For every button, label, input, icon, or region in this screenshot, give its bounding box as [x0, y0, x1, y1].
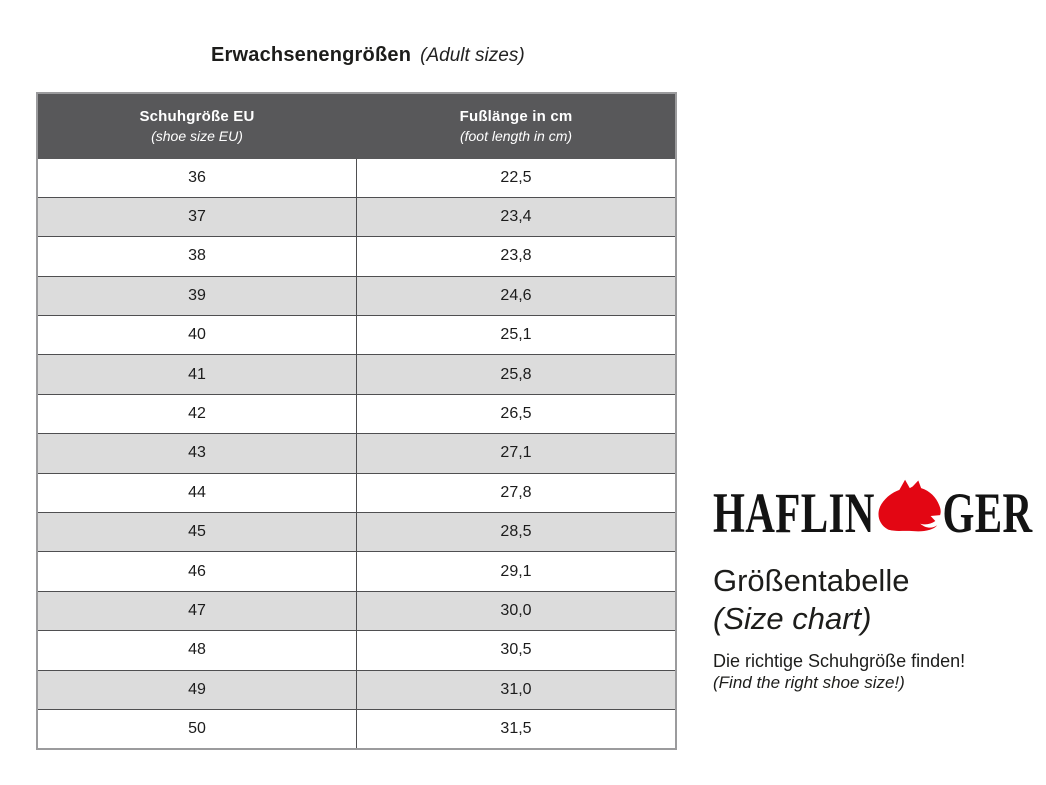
size-cell: 36: [37, 158, 357, 197]
length-cell: 25,8: [357, 355, 677, 394]
size-cell: 46: [37, 552, 357, 591]
length-cell: 31,0: [357, 670, 677, 709]
logo-text-left: HAFLIN: [713, 482, 875, 545]
size-cell: 41: [37, 355, 357, 394]
horse-head-icon: [875, 478, 941, 532]
length-cell: 22,5: [357, 158, 677, 197]
haflinger-logo: [713, 478, 1033, 545]
size-cell: 50: [37, 709, 357, 748]
size-table-container: [36, 92, 677, 750]
table-row: [37, 434, 676, 473]
size-cell: 39: [37, 276, 357, 315]
size-cell: 44: [37, 473, 357, 512]
header-shoe-size-english: (shoe size EU): [151, 127, 243, 144]
table-row: [37, 670, 676, 709]
length-cell: 26,5: [357, 394, 677, 433]
table-row: [37, 552, 676, 591]
brand-heading-english: (Size chart): [713, 601, 872, 636]
size-cell: 43: [37, 434, 357, 473]
length-cell: 31,5: [357, 709, 677, 748]
logo-text-right: GER: [942, 482, 1033, 545]
table-row: [37, 237, 676, 276]
brand-heading-german: Größentabelle: [713, 563, 910, 598]
length-cell: 27,8: [357, 473, 677, 512]
page-title: [211, 43, 525, 68]
table-row: [37, 276, 676, 315]
page-title-german: Erwachsenengrößen: [211, 44, 412, 66]
length-cell: 23,4: [357, 197, 677, 236]
brand-block: [713, 478, 1033, 692]
table-row: [37, 158, 676, 197]
length-cell: 24,6: [357, 276, 677, 315]
header-shoe-size-german: Schuhgröße EU: [139, 107, 255, 125]
length-cell: 30,0: [357, 591, 677, 630]
size-cell: 48: [37, 631, 357, 670]
length-cell: 30,5: [357, 631, 677, 670]
table-row: [37, 591, 676, 630]
size-cell: 49: [37, 670, 357, 709]
header-foot-length: [357, 93, 677, 158]
brand-tagline-german: Die richtige Schuhgröße finden!: [713, 651, 966, 671]
length-cell: 23,8: [357, 237, 677, 276]
table-row: [37, 394, 676, 433]
size-table: [36, 92, 677, 750]
table-row: [37, 631, 676, 670]
header-shoe-size: [37, 93, 357, 158]
size-table-body: [37, 158, 676, 749]
size-cell: 38: [37, 237, 357, 276]
brand-tagline: [713, 650, 965, 694]
page-title-english: (Adult sizes): [420, 45, 525, 66]
table-row: [37, 513, 676, 552]
header-row: [37, 93, 676, 158]
size-cell: 37: [37, 197, 357, 236]
brand-tagline-english: (Find the right shoe size!): [713, 673, 905, 692]
length-cell: 25,1: [357, 316, 677, 355]
size-cell: 47: [37, 591, 357, 630]
table-row: [37, 316, 676, 355]
length-cell: 29,1: [357, 552, 677, 591]
table-row: [37, 473, 676, 512]
table-row: [37, 355, 676, 394]
size-cell: 42: [37, 394, 357, 433]
table-row: [37, 197, 676, 236]
length-cell: 28,5: [357, 513, 677, 552]
table-row: [37, 709, 676, 748]
length-cell: 27,1: [357, 434, 677, 473]
size-table-header: [37, 93, 676, 158]
header-foot-length-english: (foot length in cm): [459, 127, 573, 144]
size-cell: 40: [37, 316, 357, 355]
header-foot-length-german: Fußlänge in cm: [459, 107, 573, 125]
size-cell: 45: [37, 513, 357, 552]
brand-heading: [713, 562, 909, 638]
